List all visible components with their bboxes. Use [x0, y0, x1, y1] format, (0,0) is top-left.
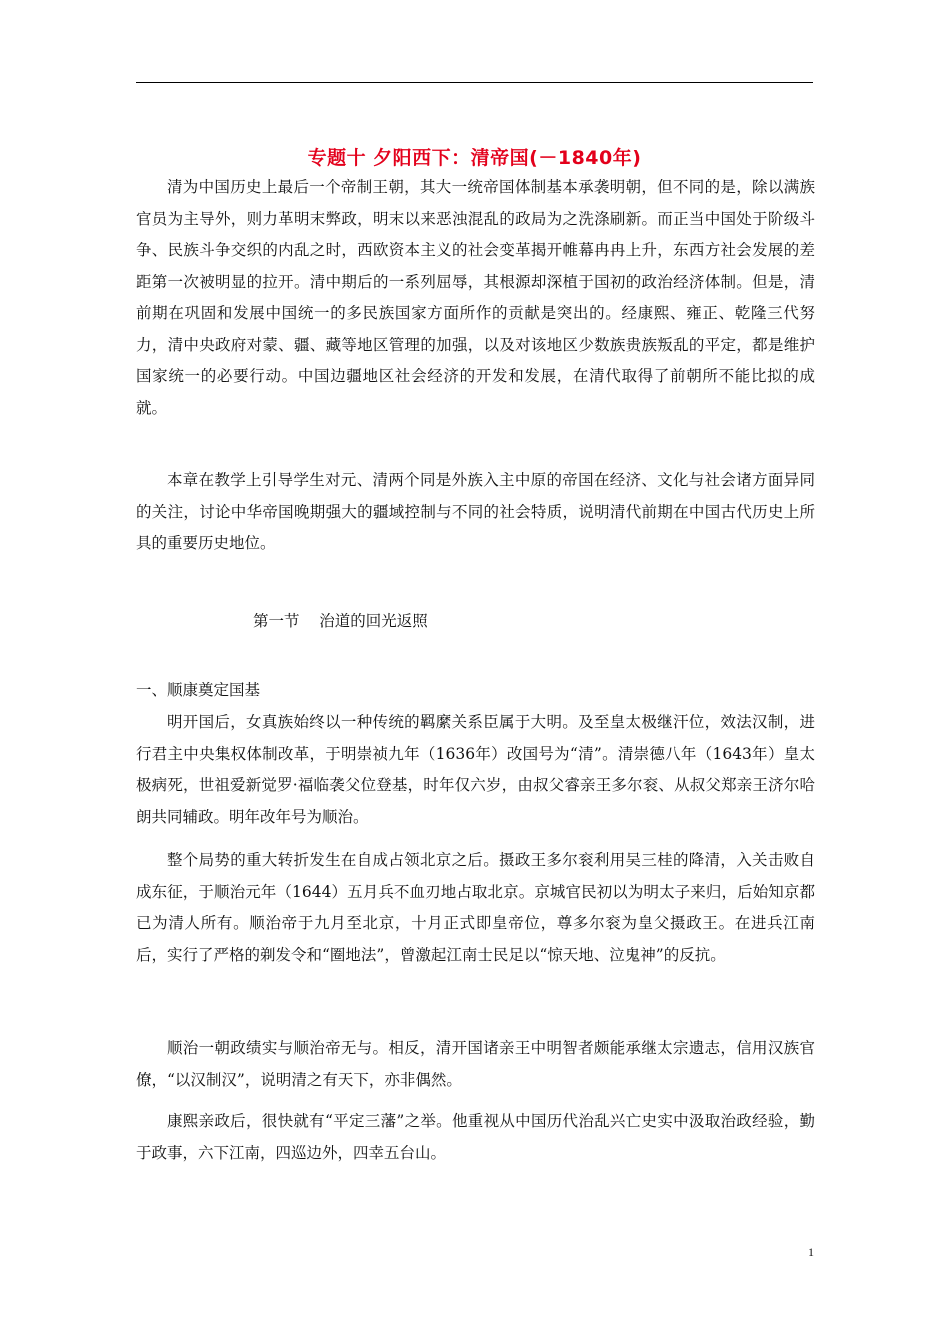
section-title: 第一节 治道的回光返照	[253, 612, 428, 630]
subheading: 一、顺康奠定国基	[136, 681, 261, 699]
body-paragraph-1: 明开国后，女真族始终以一种传统的羁縻关系臣属于大明。及至皇太极继汗位，效法汉制，进行君主中央集权体制改革，于明崇祯九年（1636年）改国号为“清”。清崇德八年（1643年）皇太极病死，世祖爱新觉罗·福临袭父位登基，时年仅六岁，由叔父睿亲王多尔衮、从叔父郑亲王济尔哈朗共同辅政。明年改年号为顺治。	[136, 713, 815, 826]
header-rule	[136, 82, 813, 83]
body-paragraph-2: 整个局势的重大转折发生在自成占领北京之后。摄政王多尔衮利用吴三桂的降清，入关击败自成东征，于顺治元年（1644）五月兵不血刃地占取北京。京城官民初以为明太子来归，后始知京都已为清人所有。顺治帝于九月至北京，十月正式即皇帝位，尊多尔衮为皇父摄政王。在进兵江南后，实行了严格的剃发令和“圈地法”，曾激起江南士民足以“惊天地、泣鬼神”的反抗。	[136, 851, 815, 964]
intro-paragraph-2: 本章在教学上引导学生对元、清两个同是外族入主中原的帝国在经济、文化与社会诸方面异同的关注，讨论中华帝国晚期强大的疆域控制与不同的社会特质，说明清代前期在中国古代历史上所具的重要历史地位。	[136, 471, 815, 552]
body-paragraph-3: 顺治一朝政绩实与顺治帝无与。相反，清开国诸亲王中明智者颇能承继太宗遗志，信用汉族官僚，“以汉制汉”，说明清之有天下，亦非偶然。	[136, 1039, 815, 1089]
body-paragraph-4: 康熙亲政后，很快就有“平定三藩”之举。他重视从中国历代治乱兴亡史实中汲取治政经验，勤于政事，六下江南，四巡边外，四幸五台山。	[136, 1112, 815, 1162]
intro-paragraph-1: 清为中国历史上最后一个帝制王朝，其大一统帝国体制基本承袭明朝，但不同的是，除以满族官员为主导外，则力革明末弊政，明末以来恶浊混乱的政局为之洗涤刷新。而正当中国处于阶级斗争、民族斗争交织的内乱之时，西欧资本主义的社会变革揭开帷幕冉冉上升，东西方社会发展的差距第一次被明显的拉开。清中期后的一系列屈辱，其根源却深植于国初的政治经济体制。但是，清前期在巩固和发展中国统一的多民族国家方面所作的贡献是突出的。经康熙、雍正、乾隆三代努力，清中央政府对蒙、疆、藏等地区管理的加强，以及对该地区少数族贵族叛乱的平定，都是维护国家统一的必要行动。中国边疆地区社会经济的开发和发展，在清代取得了前朝所不能比拟的成就。	[136, 178, 815, 417]
page-number: 1	[808, 1245, 814, 1259]
page-title: 专题十 夕阳西下：清帝国(－1840年)	[307, 147, 642, 169]
